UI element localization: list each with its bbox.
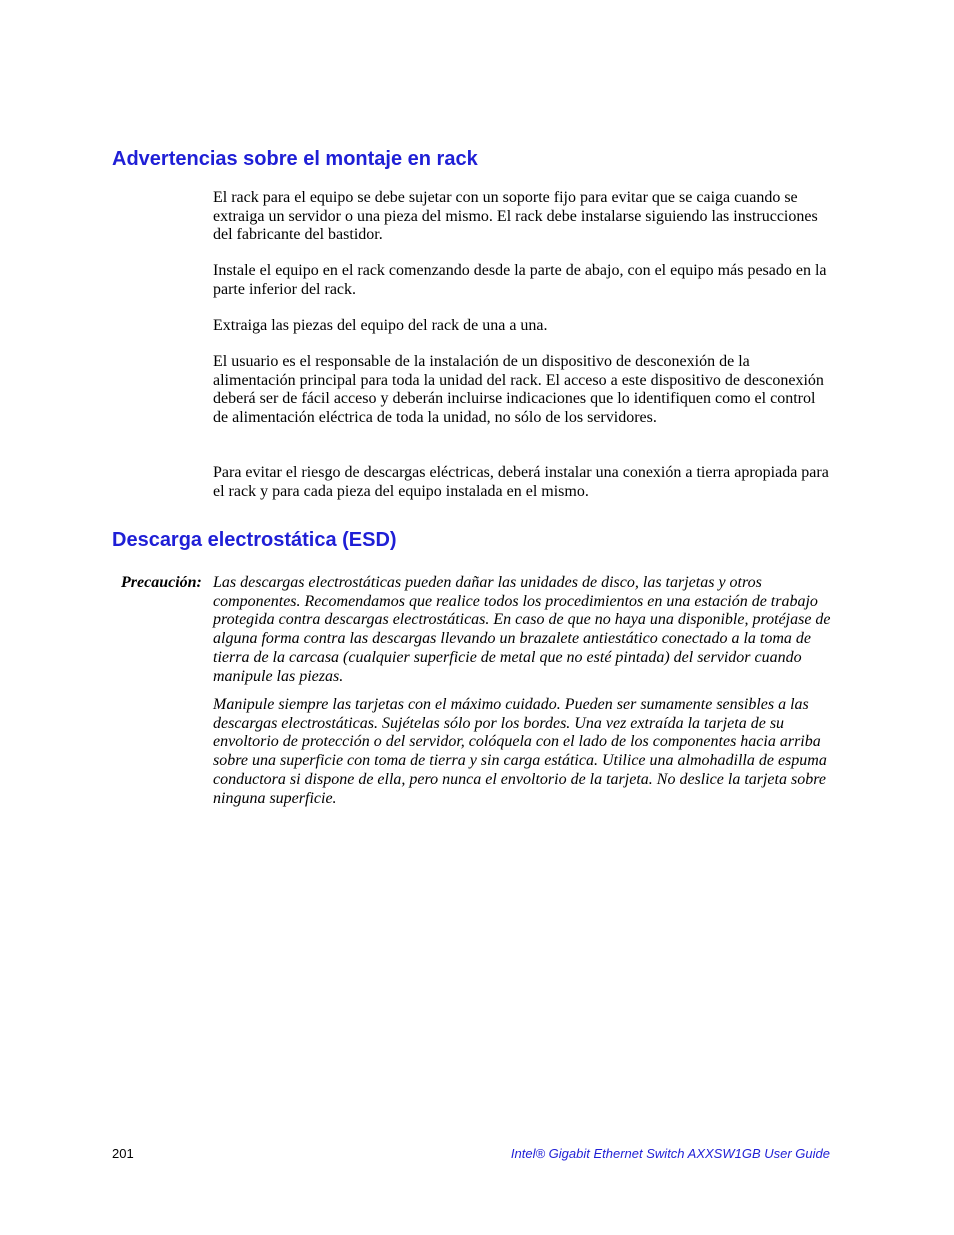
- section-heading-rack-warnings: Advertencias sobre el montaje en rack: [112, 148, 478, 170]
- footer-page-number: 201: [112, 1146, 134, 1161]
- paragraph-rack-disconnect-device: El usuario es el responsable de la instalación de un dispositivo de desconexión de la alimentación principal para toda la unidad del rack. El acceso a este dispositivo de desconexión deberá ser de fácil acceso y deberán incluirse indicaciones que lo identifiquen como el control de alimentación eléctrica de toda la unidad, no sólo de los servidores.: [213, 353, 824, 427]
- caution-paragraph-card-handling: Manipule siempre las tarjetas con el máximo cuidado. Pueden ser sumamente sensibles a las descargas electrostáticas. Sujételas sólo por los bordes. Una vez extraída la tarjeta de su envoltorio de protección o del servidor, colóquela con el lado de los componentes hacia arriba sobre una superficie con toma de tierra y sin carga estática. Utilice una almohadilla de espuma conductora si dispone de ella, pero nunca el envoltorio de la tarjeta. No deslice la tarjeta sobre ninguna superficie.: [213, 696, 827, 807]
- paragraph-rack-install-order: Instale el equipo en el rack comenzando desde la parte de abajo, con el equipo más pesado en la parte inferior del rack.: [213, 262, 827, 298]
- paragraph-rack-anchoring: El rack para el equipo se debe sujetar con un soporte fijo para evitar que se caiga cuando se extraiga un servidor o una pieza del mismo. El rack debe instalarse siguiendo las instrucciones del fabricante del bastidor.: [213, 189, 818, 244]
- footer-document-title: Intel® Gigabit Ethernet Switch AXXSW1GB User Guide: [510, 1146, 830, 1161]
- paragraph-rack-removal: Extraiga las piezas del equipo del rack de una a una.: [213, 317, 548, 334]
- caution-label: Precaución:: [121, 574, 202, 591]
- paragraph-rack-grounding: Para evitar el riesgo de descargas eléctricas, deberá instalar una conexión a tierra apropiada para el rack y para cada pieza del equipo instalada en el mismo.: [213, 464, 829, 500]
- caution-paragraph-esd-damage: Las descargas electrostáticas pueden dañar las unidades de disco, las tarjetas y otros componentes. Recomendamos que realice todos los procedimientos en una estación de trabajo protegida contra descargas electrostáticas. En caso de que no haya una disponible, protéjase de alguna forma contra las descargas llevando un brazalete antiestático conectado a la toma de tierra de la carcasa (cualquier superficie de metal que no esté pintada) del servidor cuando manipule las piezas.: [213, 574, 831, 685]
- section-heading-esd: Descarga electrostática (ESD): [112, 529, 397, 551]
